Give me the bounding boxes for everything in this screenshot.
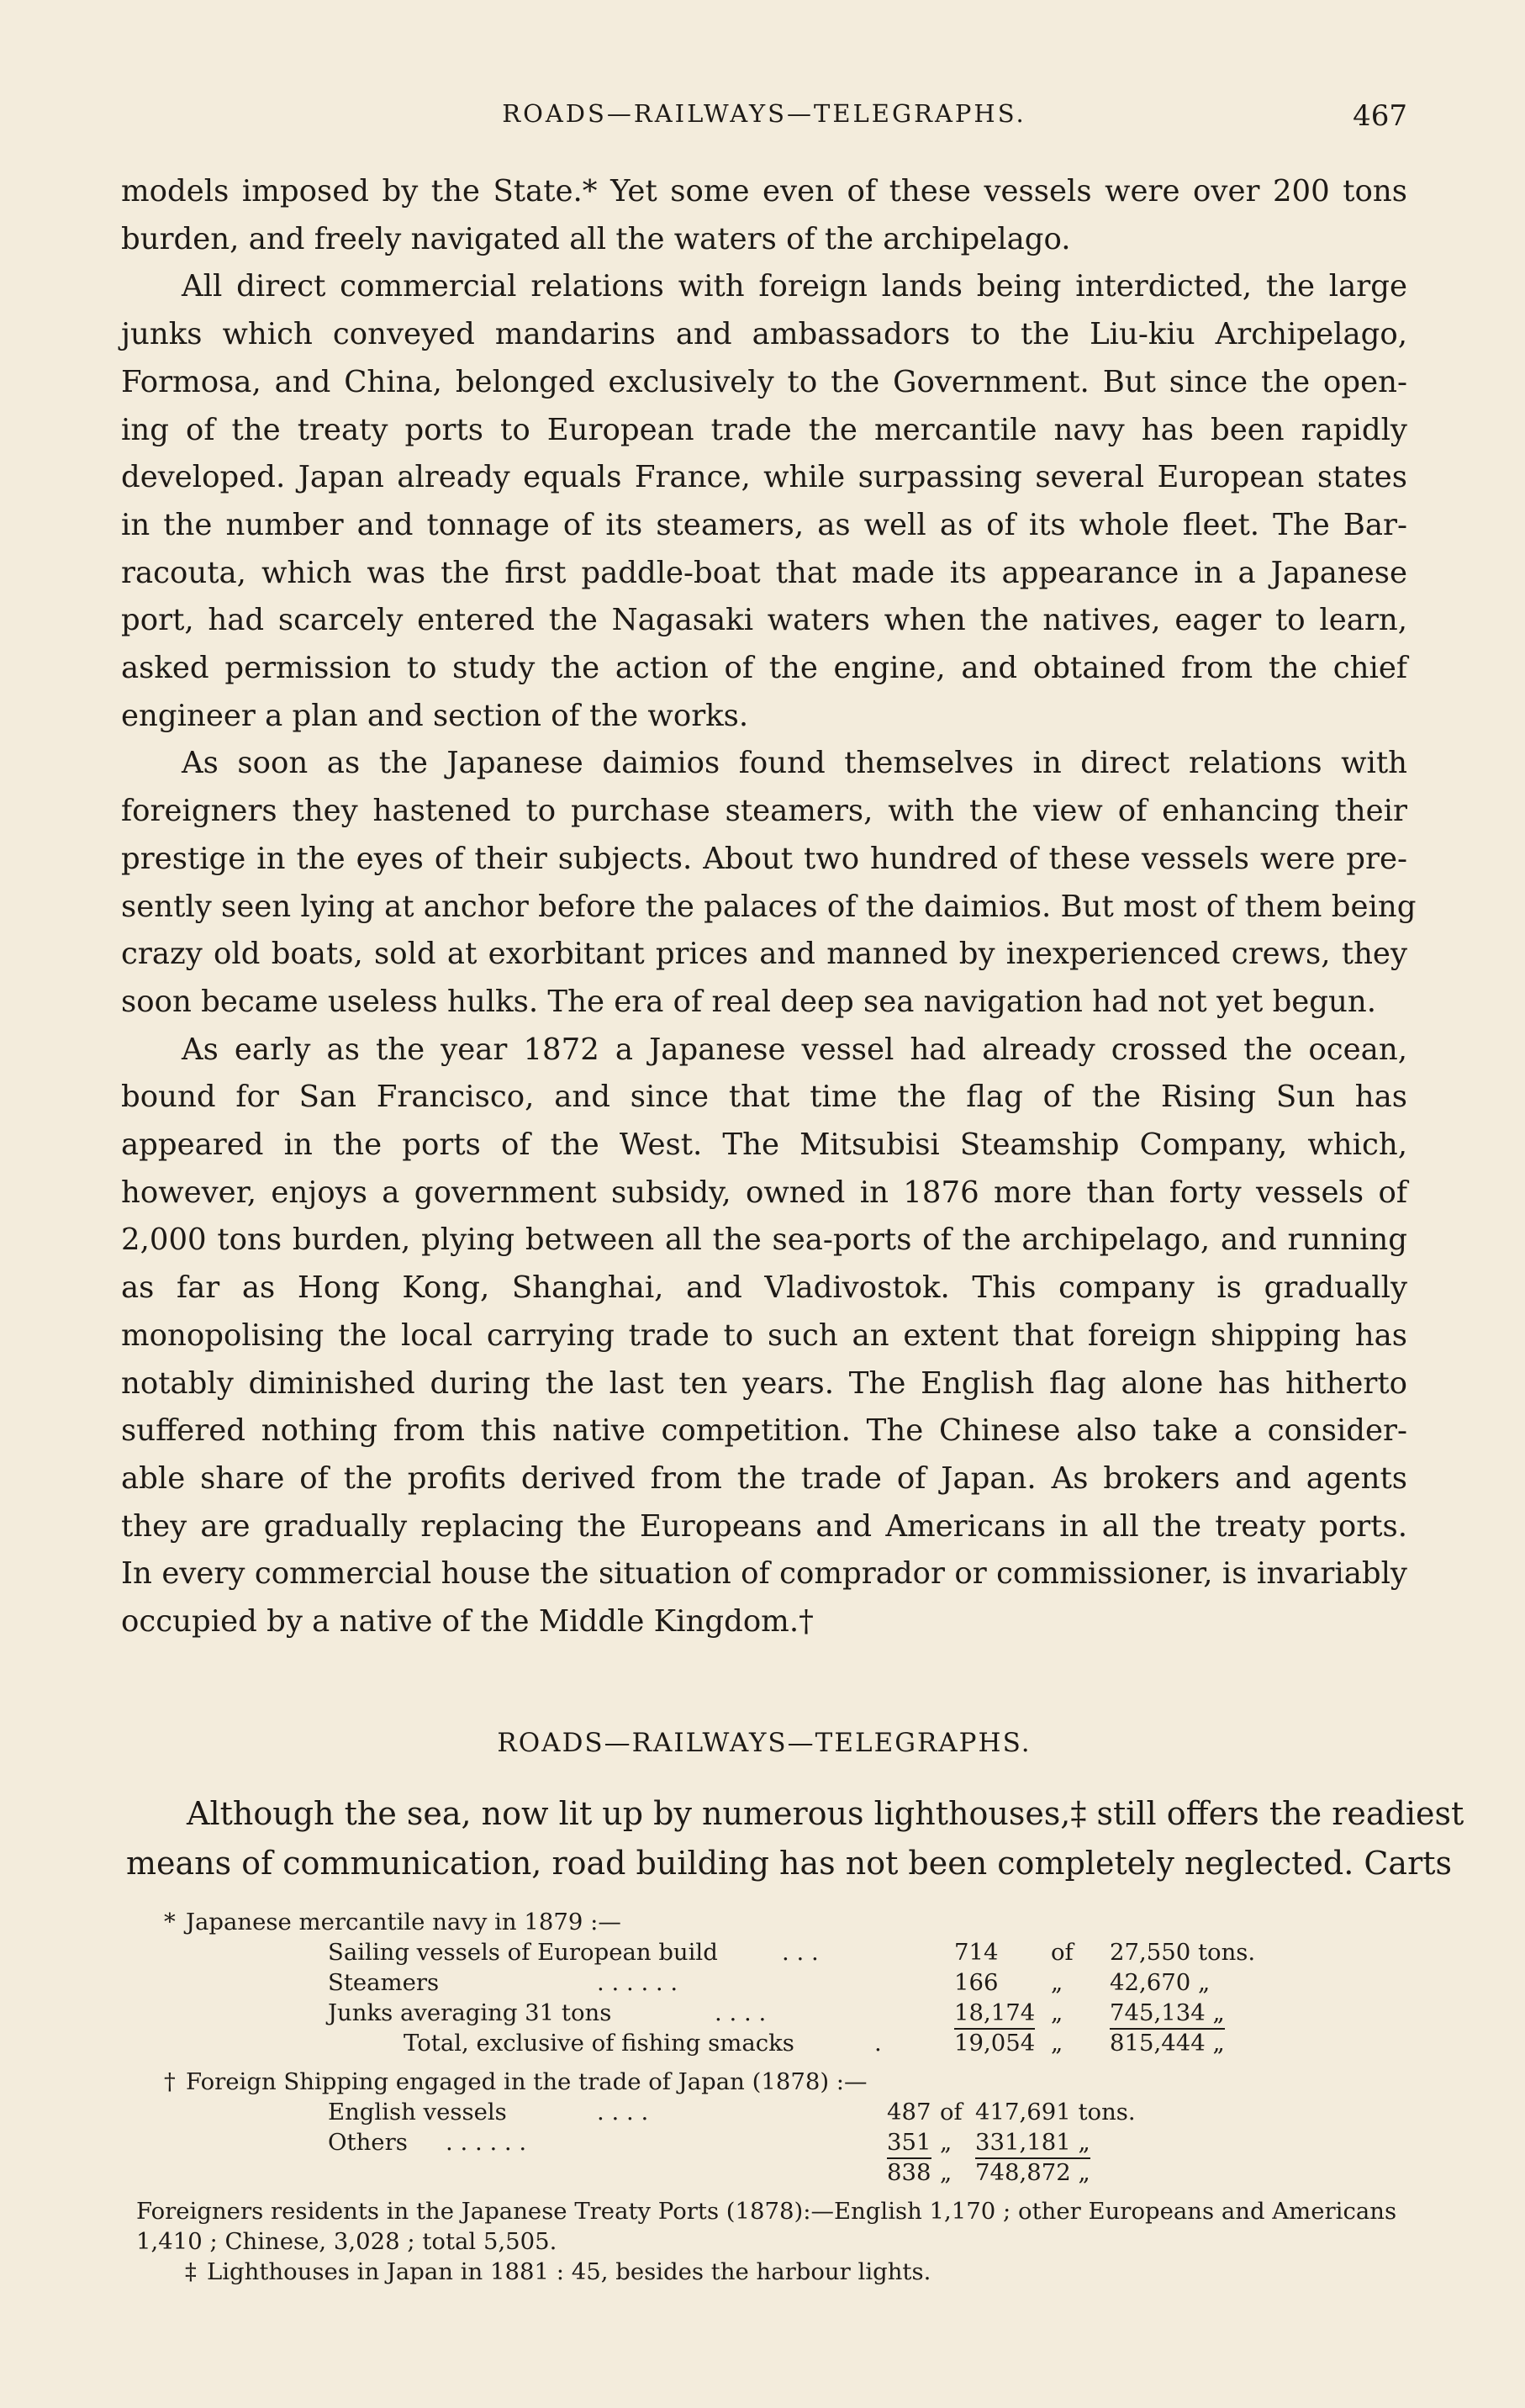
text-line: asked permission to study the action of the engine, and obtained from the chief (121, 651, 1407, 686)
section-heading: ROADS—RAILWAYS—TELEGRAPHS. (497, 1728, 1032, 1758)
footnote-marker: * (164, 1909, 176, 1935)
row-count: 838 (887, 2159, 931, 2186)
footnotes (126, 1907, 1421, 2287)
text-line: bound for San Francisco, and since that time the flag of the Rising Sun has (121, 1080, 1407, 1115)
row-count: 18,174 (954, 1998, 1035, 2030)
row-dots: . . . . (597, 2099, 649, 2125)
table-row (126, 2127, 1421, 2157)
footnote-title: Foreign Shipping engaged in the trade of Japan (1878) :— (186, 2068, 868, 2095)
row-tons: 27,550 tons. (1110, 1939, 1256, 1966)
row-sep: „ (1051, 2030, 1063, 2057)
row-tons: 748,872 „ (975, 2159, 1090, 2186)
row-sep: „ (1051, 1999, 1063, 2026)
text-line: appeared in the ports of the West. The Mitsubisi Steamship Company, which, (121, 1127, 1407, 1163)
body-text (121, 168, 1417, 1646)
footnote-lighthouses (126, 2257, 1421, 2287)
row-sep: „ (940, 2159, 952, 2186)
row-sep: of (940, 2099, 963, 2125)
footnote-title: Japanese mercantile navy in 1879 :— (186, 1909, 621, 1935)
text-line: developed. Japan already equals France, while surpassing several European states (121, 460, 1407, 495)
footnote-residents (126, 2196, 1421, 2226)
text-line: racouta, which was the first paddle-boat that made its appearance in a Japanese (121, 555, 1407, 590)
text-line: means of communication, road building has not been completely neglected. Carts (126, 1845, 1453, 1882)
row-label: Others (328, 2129, 408, 2156)
text-line: As early as the year 1872 a Japanese vessel had already crossed the ocean, (182, 1032, 1407, 1067)
footnote-navy-title (126, 1907, 1421, 1937)
text-line: foreigners they hastened to purchase steamers, with the view of enhancing their (121, 794, 1407, 829)
row-label: English vessels (328, 2099, 507, 2125)
text-line: ing of the treaty ports to European trade the mercantile navy has been rapidly (121, 412, 1407, 447)
table-row (126, 1967, 1421, 1998)
text-line: models imposed by the State.* Yet some even of these vessels were over 200 tons (121, 174, 1407, 209)
text-line: occupied by a native of the Middle Kingdom.† (121, 1604, 814, 1640)
row-sep: „ (940, 2129, 952, 2156)
section-text (126, 1789, 1464, 1888)
row-label: Junks averaging 31 tons (328, 1999, 612, 2026)
text-line: soon became useless hulks. The era of real deep sea navigation had not yet begun. (121, 984, 1377, 1019)
text-line: crazy old boats, sold at exorbitant prices and manned by inexperienced crews, they (121, 937, 1407, 972)
text-line: prestige in the eyes of their subjects. About two hundred of these vessels were pre- (121, 841, 1407, 876)
footnote-residents-line: 1,410 ; Chinese, 3,028 ; total 5,505. (136, 2228, 557, 2255)
row-dots: . . . (782, 1939, 819, 1966)
text-line: As soon as the Japanese daimios found themselves in direct relations with (182, 746, 1407, 781)
footnote-residents-cont (126, 2226, 1421, 2257)
row-dots: . . . . (715, 1999, 767, 2026)
row-tons: 745,134 „ (1110, 1998, 1225, 2030)
footnote-text: Lighthouses in Japan in 1881 : 45, besides the harbour lights. (207, 2258, 931, 2285)
row-tons: 42,670 „ (1110, 1969, 1211, 1996)
footnote-shipping-title (126, 2067, 1421, 2097)
row-tons: 815,444 „ (1110, 2030, 1225, 2057)
table-row (126, 1998, 1421, 2028)
row-count: 351 (887, 2127, 931, 2159)
text-line: suffered nothing from this native competition. The Chinese also take a consider- (121, 1413, 1407, 1449)
row-sep: of (1051, 1939, 1074, 1966)
row-count: 487 (887, 2099, 931, 2125)
row-tons: 331,181 „ (975, 2127, 1090, 2159)
footnote-residents-line: Foreigners residents in the Japanese Treaty Ports (1878):—English 1,170 ; other Europeans and Americans (136, 2198, 1397, 2225)
row-tons: 417,691 tons. (975, 2099, 1136, 2125)
text-line: All direct commercial relations with foreign lands being interdicted, the large (182, 269, 1407, 304)
text-line: burden, and freely navigated all the waters of the archipelago. (121, 221, 1071, 256)
row-label: Steamers (328, 1969, 440, 1996)
text-line: port, had scarcely entered the Nagasaki waters when the natives, eager to learn, (121, 603, 1407, 638)
text-line: sently seen lying at anchor before the palaces of the daimios. But most of them being (121, 889, 1417, 924)
text-line: able share of the profits derived from the trade of Japan. As brokers and agents (121, 1460, 1407, 1496)
text-line: Formosa, and China, belonged exclusively to the Government. But since the open- (121, 364, 1407, 399)
text-line: In every commercial house the situation of comprador or commissioner, is invariably (121, 1556, 1407, 1592)
footnote-marker: ‡ (185, 2258, 197, 2285)
row-label: Sailing vessels of European build (328, 1939, 718, 1966)
text-line: in the number and tonnage of its steamers, as well as of its whole fleet. The Bar- (121, 507, 1407, 542)
page-header (121, 92, 1407, 143)
row-count: 19,054 (954, 2030, 1036, 2057)
text-line: however, enjoys a government subsidy, owned in 1876 more than forty vessels of (121, 1175, 1407, 1210)
text-line: notably diminished during the last ten years. The English flag alone has hitherto (121, 1365, 1407, 1401)
table-total-row (126, 2028, 1421, 2058)
row-dots: . (874, 2030, 882, 2057)
row-dots: . . . . . . (446, 2129, 527, 2156)
text-line: engineer a plan and section of the works. (121, 698, 749, 733)
text-line: as far as Hong Kong, Shanghai, and Vladivostok. This company is gradually (121, 1270, 1407, 1306)
table-row (126, 2097, 1421, 2127)
table-row (126, 1937, 1421, 1967)
text-line: junks which conveyed mandarins and ambassadors to the Liu-kiu Archipelago, (121, 317, 1407, 352)
row-count: 714 (954, 1939, 999, 1966)
row-sep: „ (1051, 1969, 1063, 1996)
text-line: monopolising the local carrying trade to such an extent that foreign shipping has (121, 1318, 1407, 1353)
text-line: 2,000 tons burden, plying between all the sea-ports of the archipelago, and running (121, 1222, 1407, 1258)
row-count: 166 (954, 1969, 999, 1996)
footnote-marker: † (164, 2068, 176, 2095)
running-head: ROADS—RAILWAYS—TELEGRAPHS. (502, 99, 1026, 128)
text-line: they are gradually replacing the Europeans and Americans in all the treaty ports. (121, 1508, 1407, 1544)
row-dots: . . . . . . (597, 1969, 678, 1996)
table-total-row (126, 2157, 1421, 2188)
row-label: Total, exclusive of fishing smacks (404, 2030, 794, 2057)
page-number: 467 (1353, 99, 1407, 133)
text-line: Although the sea, now lit up by numerous lighthouses,‡ still offers the readiest (187, 1795, 1464, 1832)
